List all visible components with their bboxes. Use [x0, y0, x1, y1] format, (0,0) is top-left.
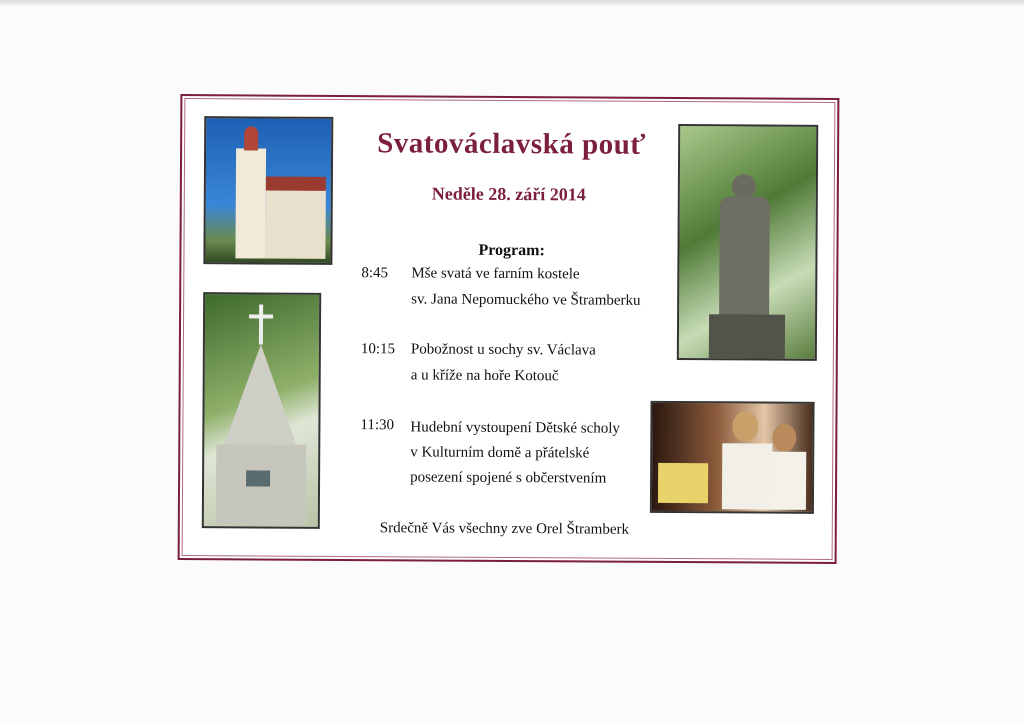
program-line: v Kulturním domě a přátelské [410, 444, 590, 462]
cross-monument-photo [202, 292, 321, 529]
scan-edge [0, 0, 1024, 6]
program-line: a u kříže na hoře Kotouč [410, 367, 559, 385]
church-photo [203, 116, 333, 265]
program-line: Mše svatá ve farním kostele [411, 265, 580, 283]
program-time: 8:45 [361, 265, 389, 282]
invitation-footer: Srdečně Vás všechny zve Orel Štramberk [379, 520, 630, 538]
event-date: Neděle 28. září 2014 [431, 183, 586, 205]
event-title: Svatováclavská pouť [377, 127, 646, 161]
program-line: posezení spojené s občerstvením [410, 469, 607, 487]
program-time: 11:30 [360, 417, 395, 434]
program-line: Pobožnost u sochy sv. Václava [410, 341, 596, 359]
program-time: 10:15 [360, 341, 396, 358]
statue-photo [677, 124, 818, 361]
flyer [178, 94, 840, 564]
program-line: sv. Jana Nepomuckého ve Štramberku [411, 291, 641, 309]
choir-photo [650, 401, 815, 514]
program-line: Hudební vystoupení Dětské scholy [410, 419, 621, 437]
program-heading: Program: [478, 241, 545, 260]
